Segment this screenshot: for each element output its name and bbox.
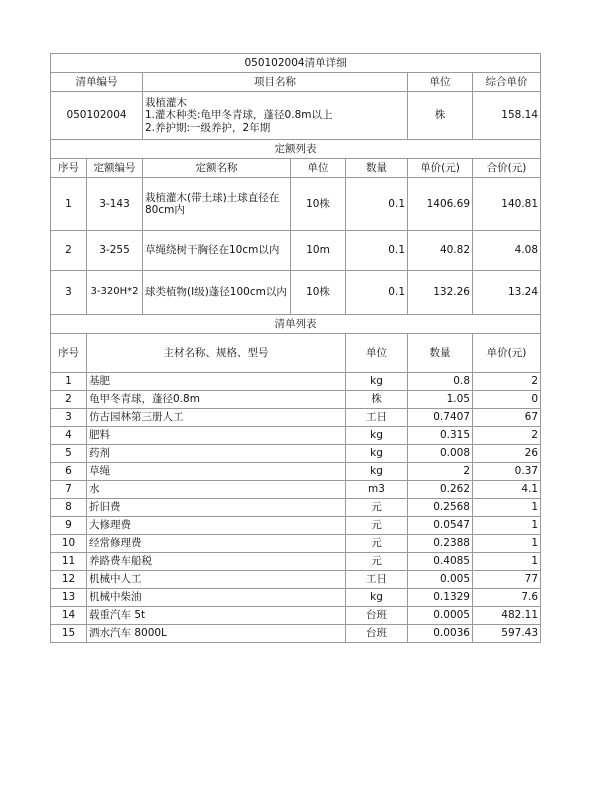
quota-name: 草绳绕树干胸径在10cm以内 — [143, 231, 291, 271]
list-item-price: 2 — [473, 372, 541, 390]
list-item — [51, 498, 541, 516]
list-item — [51, 516, 541, 534]
list-item-unit: 工日 — [346, 570, 408, 588]
quota-code: 3-255 — [87, 231, 143, 271]
list-item-unit: kg — [346, 372, 408, 390]
quota-col-name: 定额名称 — [143, 159, 291, 178]
quota-col-unit: 单位 — [291, 159, 346, 178]
item-unit: 株 — [408, 92, 473, 140]
list-item-price: 597.43 — [473, 624, 541, 642]
list-item — [51, 552, 541, 570]
code-header: 清单编号 — [51, 73, 143, 92]
list-item-price: 0.37 — [473, 462, 541, 480]
quota-unit: 10株 — [291, 178, 346, 231]
list-item-no: 13 — [51, 588, 87, 606]
list-item-no: 5 — [51, 444, 87, 462]
list-section-title: 清单列表 — [51, 315, 541, 334]
list-item-no: 9 — [51, 516, 87, 534]
list-item-unit: 元 — [346, 552, 408, 570]
name-header: 项目名称 — [143, 73, 408, 92]
list-item — [51, 624, 541, 642]
list-item-unit: kg — [346, 462, 408, 480]
list-item-no: 4 — [51, 426, 87, 444]
list-item-name: 仿古园林第三册人工 — [87, 408, 346, 426]
quota-qty: 0.1 — [346, 231, 408, 271]
quota-name: 栽植灌木(带土球)土球直径在80cm内 — [143, 178, 291, 231]
list-item — [51, 570, 541, 588]
quota-no: 3 — [51, 271, 87, 315]
list-header-row — [51, 334, 541, 373]
list-item-name: 基肥 — [87, 372, 346, 390]
quota-col-price: 单价(元) — [408, 159, 473, 178]
list-item — [51, 606, 541, 624]
list-item-price: 77 — [473, 570, 541, 588]
list-col-price: 单价(元) — [473, 334, 541, 373]
list-item-unit: 元 — [346, 516, 408, 534]
list-item-qty: 0.008 — [408, 444, 473, 462]
list-item-price: 1 — [473, 534, 541, 552]
quota-name: 球类植物(Ⅰ级)蓬径100cm以内 — [143, 271, 291, 315]
list-item-unit: kg — [346, 444, 408, 462]
list-item-unit: 元 — [346, 498, 408, 516]
bill-detail-table — [50, 53, 541, 643]
item-price: 158.14 — [473, 92, 541, 140]
quota-col-no: 序号 — [51, 159, 87, 178]
list-item-no: 8 — [51, 498, 87, 516]
list-item-price: 482.11 — [473, 606, 541, 624]
price-header: 综合单价 — [473, 73, 541, 92]
quota-total: 4.08 — [473, 231, 541, 271]
list-item-name: 折旧费 — [87, 498, 346, 516]
list-item-name: 草绳 — [87, 462, 346, 480]
list-item-no: 1 — [51, 372, 87, 390]
list-item-name: 肥料 — [87, 426, 346, 444]
list-item-qty: 0.4085 — [408, 552, 473, 570]
quota-unit: 10株 — [291, 271, 346, 315]
list-item — [51, 408, 541, 426]
list-item-qty: 0.8 — [408, 372, 473, 390]
quota-qty: 0.1 — [346, 178, 408, 231]
list-item-unit: kg — [346, 426, 408, 444]
quota-code: 3-320H*2 — [87, 271, 143, 315]
quota-no: 2 — [51, 231, 87, 271]
list-item-name: 养路费车船税 — [87, 552, 346, 570]
list-item-price: 4.1 — [473, 480, 541, 498]
list-item-unit: m3 — [346, 480, 408, 498]
list-item-qty: 2 — [408, 462, 473, 480]
list-col-qty: 数量 — [408, 334, 473, 373]
list-item-price: 7.6 — [473, 588, 541, 606]
list-item-qty: 0.2568 — [408, 498, 473, 516]
list-item-unit: 台班 — [346, 624, 408, 642]
list-item-price: 1 — [473, 498, 541, 516]
quota-col-qty: 数量 — [346, 159, 408, 178]
quota-price: 40.82 — [408, 231, 473, 271]
quota-no: 1 — [51, 178, 87, 231]
list-col-no: 序号 — [51, 334, 87, 373]
list-item-qty: 0.0547 — [408, 516, 473, 534]
list-item-qty: 0.1329 — [408, 588, 473, 606]
list-item-qty: 0.0005 — [408, 606, 473, 624]
list-item-name: 载重汽车 5t — [87, 606, 346, 624]
list-item-name: 龟甲冬青球，蓬径0.8m — [87, 390, 346, 408]
list-item — [51, 426, 541, 444]
quota-row — [51, 178, 541, 231]
list-item-name: 药剂 — [87, 444, 346, 462]
list-item-qty: 0.7407 — [408, 408, 473, 426]
list-item-price: 2 — [473, 426, 541, 444]
list-item-no: 15 — [51, 624, 87, 642]
list-item-qty: 0.0036 — [408, 624, 473, 642]
item-code: 050102004 — [51, 92, 143, 140]
quota-col-code: 定额编号 — [87, 159, 143, 178]
quota-header-row — [51, 159, 541, 178]
item-name: 栽植灌木 1.灌木种类:龟甲冬青球，蓬径0.8m以上 2.养护期:一级养护，2年期 — [143, 92, 408, 140]
list-item-unit: 工日 — [346, 408, 408, 426]
list-item — [51, 372, 541, 390]
list-item-price: 1 — [473, 516, 541, 534]
list-item-no: 12 — [51, 570, 87, 588]
table-title: 050102004清单详细 — [51, 54, 541, 73]
list-item-price: 67 — [473, 408, 541, 426]
unit-header: 单位 — [408, 73, 473, 92]
quota-qty: 0.1 — [346, 271, 408, 315]
list-item — [51, 462, 541, 480]
list-item — [51, 390, 541, 408]
quota-section-title: 定额列表 — [51, 140, 541, 159]
list-col-unit: 单位 — [346, 334, 408, 373]
list-item-name: 经常修理费 — [87, 534, 346, 552]
list-item-price: 26 — [473, 444, 541, 462]
list-col-name: 主材名称、规格、型号 — [87, 334, 346, 373]
quota-row — [51, 271, 541, 315]
list-item-name: 大修理费 — [87, 516, 346, 534]
list-item-no: 3 — [51, 408, 87, 426]
list-item-name: 水 — [87, 480, 346, 498]
list-item-unit: 台班 — [346, 606, 408, 624]
list-item — [51, 444, 541, 462]
quota-row — [51, 231, 541, 271]
list-item-no: 2 — [51, 390, 87, 408]
quota-total: 140.81 — [473, 178, 541, 231]
quota-unit: 10m — [291, 231, 346, 271]
quota-col-total: 合价(元) — [473, 159, 541, 178]
list-item-unit: 株 — [346, 390, 408, 408]
list-item-no: 6 — [51, 462, 87, 480]
list-item — [51, 588, 541, 606]
list-item-price: 0 — [473, 390, 541, 408]
list-item-price: 1 — [473, 552, 541, 570]
list-item-name: 机械中人工 — [87, 570, 346, 588]
list-item-no: 11 — [51, 552, 87, 570]
quota-price: 1406.69 — [408, 178, 473, 231]
list-item-name: 洒水汽车 8000L — [87, 624, 346, 642]
quota-total: 13.24 — [473, 271, 541, 315]
list-item — [51, 534, 541, 552]
list-item-qty: 0.262 — [408, 480, 473, 498]
list-item-qty: 0.2388 — [408, 534, 473, 552]
list-item-qty: 0.315 — [408, 426, 473, 444]
quota-code: 3-143 — [87, 178, 143, 231]
list-item — [51, 480, 541, 498]
list-item-no: 10 — [51, 534, 87, 552]
list-item-unit: 元 — [346, 534, 408, 552]
list-item-no: 14 — [51, 606, 87, 624]
list-item-unit: kg — [346, 588, 408, 606]
list-item-name: 机械中柴油 — [87, 588, 346, 606]
list-item-no: 7 — [51, 480, 87, 498]
quota-price: 132.26 — [408, 271, 473, 315]
list-item-qty: 0.005 — [408, 570, 473, 588]
list-item-qty: 1.05 — [408, 390, 473, 408]
